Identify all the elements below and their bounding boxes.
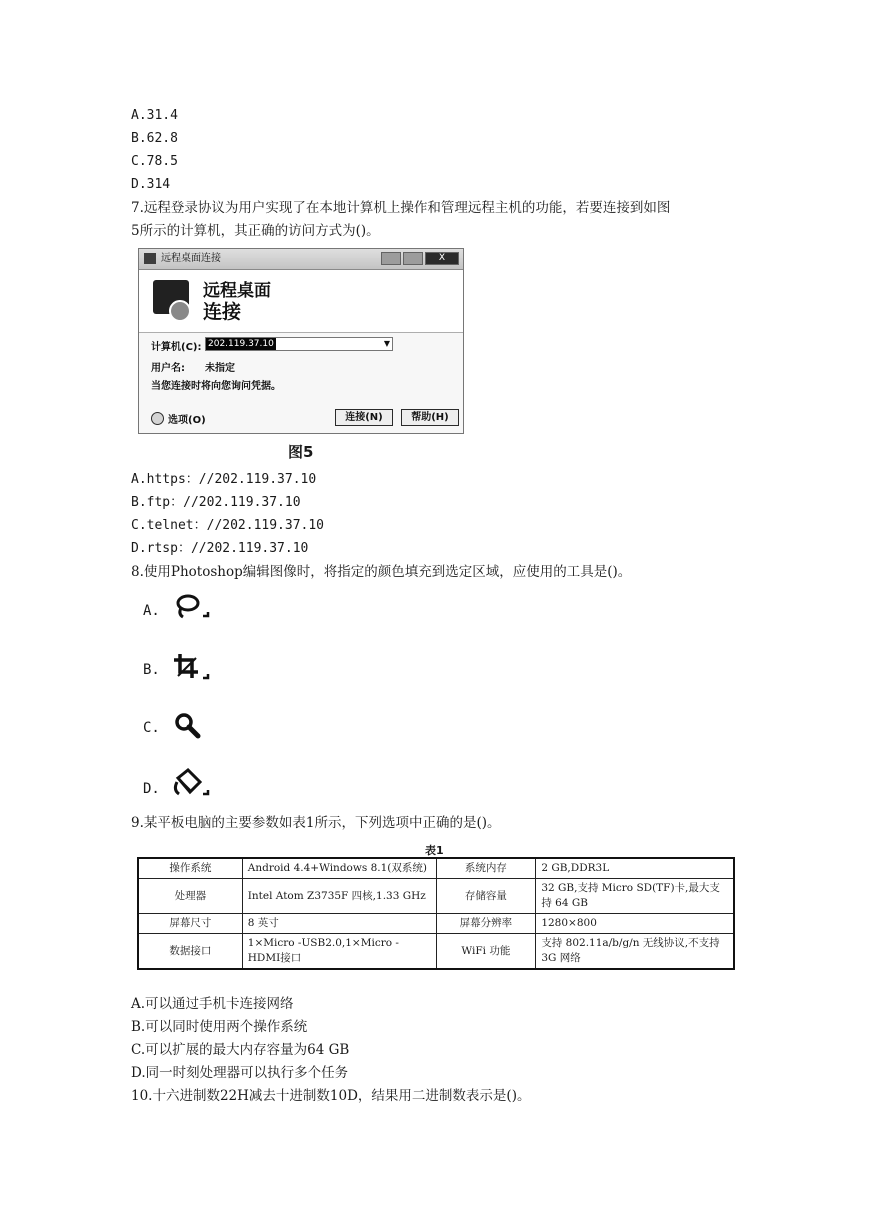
credential-prompt: 当您连接时将向您询问凭据。: [151, 381, 281, 392]
expand-icon: [151, 412, 164, 425]
lasso-icon: [172, 592, 212, 622]
q9-option-a: A.可以通过手机卡连接网络: [131, 996, 294, 1012]
connection-icon: [169, 300, 191, 322]
dialog-titlebar: [139, 249, 463, 270]
q6-option-a: A.31.4: [131, 108, 178, 123]
q7-stem-line2: 5所示的计算机，其正确的访问方式为()。: [131, 223, 380, 239]
q8-option-a-label: A.: [143, 603, 160, 619]
q9-option-d: D.同一时刻处理器可以执行多个任务: [131, 1065, 349, 1081]
close-icon: X: [425, 252, 459, 265]
paint-bucket-icon: [172, 768, 212, 798]
q7-option-a: A.https：//202.119.37.10: [131, 472, 317, 487]
q9-option-b: B.可以同时使用两个操作系统: [131, 1019, 308, 1035]
q8-stem: 8.使用Photoshop编辑图像时，将指定的颜色填充到选定区域，应使用的工具是()。: [131, 564, 632, 580]
q7-option-c: C.telnet：//202.119.37.10: [131, 518, 325, 533]
table-row: [139, 859, 734, 879]
table-cell: 支持 802.11a/b/g/n 无线协议,不支持 3G 网络: [536, 934, 734, 969]
dialog-header: [139, 270, 463, 333]
table-cell: Android 4.4+Windows 8.1(双系统): [242, 859, 436, 879]
remote-desktop-dialog-figure: [138, 248, 464, 434]
minimize-icon: [381, 252, 401, 265]
header-title-line1: 远程桌面: [203, 281, 271, 301]
chevron-down-icon: ▼: [383, 339, 390, 348]
q9-stem: 9.某平板电脑的主要参数如表1所示，下列选项中正确的是()。: [131, 815, 501, 831]
q8-option-b-label: B.: [143, 662, 160, 678]
table-cell: 32 GB,支持 Micro SD(TF)卡,最大支持 64 GB: [536, 879, 734, 914]
dialog-title: 远程桌面连接: [161, 253, 221, 264]
table-cell: 存储容量: [436, 879, 536, 914]
table-cell: 处理器: [139, 879, 243, 914]
table-cell: 数据接口: [139, 934, 243, 969]
computer-label: 计算机(C):: [151, 342, 202, 353]
q10-stem: 10.十六进制数22H减去十进制数10D，结果用二进制数表示是()。: [131, 1088, 531, 1104]
q6-option-b: B.62.8: [131, 131, 178, 146]
computer-value: 202.119.37.10: [208, 339, 274, 349]
table-cell: 系统内存: [436, 859, 536, 879]
table-row: [139, 934, 734, 969]
table-cell: 8 英寸: [242, 914, 436, 934]
table-cell: 1280×800: [536, 914, 734, 934]
table-cell: WiFi 功能: [436, 934, 536, 969]
computer-combo: [205, 337, 393, 351]
q8-option-d-label: D.: [143, 781, 160, 797]
q7-stem-line1: 7.远程登录协议为用户实现了在本地计算机上操作和管理远程主机的功能，若要连接到如图: [131, 200, 671, 216]
table-cell: 屏幕尺寸: [139, 914, 243, 934]
table-cell: 2 GB,DDR3L: [536, 859, 734, 879]
user-value: 未指定: [205, 363, 235, 374]
connect-button: 连接(N): [335, 409, 393, 426]
header-title-line2: 连接: [203, 301, 242, 323]
help-button: 帮助(H): [401, 409, 459, 426]
table-cell: Intel Atom Z3735F 四核,1.33 GHz: [242, 879, 436, 914]
table-cell: 操作系统: [139, 859, 243, 879]
q6-option-c: C.78.5: [131, 154, 178, 169]
q8-option-c-label: C.: [143, 720, 160, 736]
table-row: [139, 879, 734, 914]
remote-desktop-icon: [144, 253, 156, 264]
q7-option-d: D.rtsp：//202.119.37.10: [131, 541, 309, 556]
q9-option-c: C.可以扩展的最大内存容量为64 GB: [131, 1042, 350, 1058]
table-caption: 表1: [425, 844, 444, 857]
maximize-icon: [403, 252, 423, 265]
table-cell: 屏幕分辨率: [436, 914, 536, 934]
table-cell: 1×Micro -USB2.0,1×Micro -HDMI接口: [242, 934, 436, 969]
crop-icon: [172, 652, 212, 682]
q6-option-d: D.314: [131, 177, 171, 192]
user-label: 用户名:: [151, 363, 185, 374]
zoom-icon: [172, 711, 212, 741]
figure-caption: 图5: [288, 443, 314, 461]
options-toggle: 选项(O): [151, 411, 206, 426]
tablet-spec-table: [138, 858, 734, 969]
q7-option-b: B.ftp：//202.119.37.10: [131, 495, 301, 510]
table-row: [139, 914, 734, 934]
